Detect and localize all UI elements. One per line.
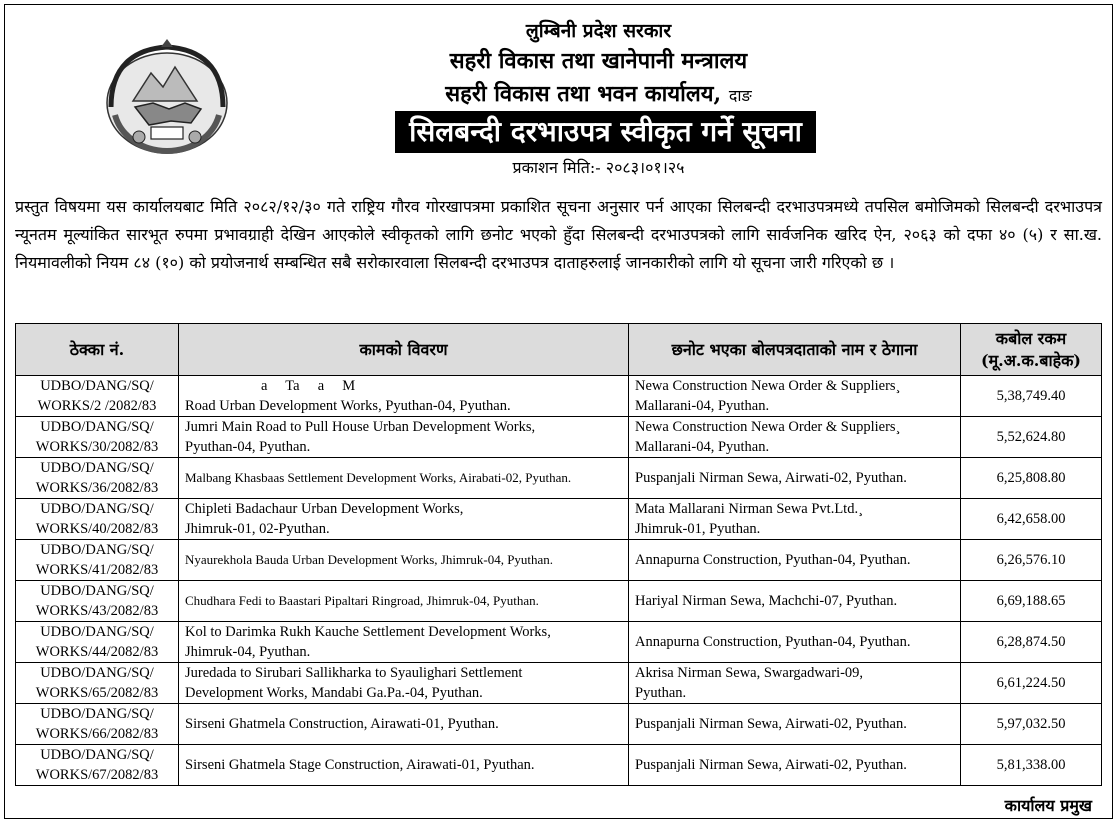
description-line1: Sirseni Ghatmela Stage Construction, Airawati-01, Pyuthan. bbox=[185, 757, 535, 773]
bidder-line1: Puspanjali Nirman Sewa, Airwati-02, Pyuthan. bbox=[635, 470, 907, 486]
amount-cell: 6,28,874.50 bbox=[961, 622, 1102, 663]
contract-no-line1: UDBO/DANG/SQ/ bbox=[40, 583, 154, 599]
office-title: सहरी विकास तथा भवन कार्यालय, bbox=[445, 81, 722, 107]
bidder-line1: Puspanjali Nirman Sewa, Airwati-02, Pyuthan. bbox=[635, 757, 907, 773]
contract-no-cell bbox=[16, 458, 179, 499]
contract-no-cell bbox=[16, 540, 179, 581]
col-header-bidder: छनोट भएका बोलपत्रदाताको नाम र ठेगाना bbox=[629, 324, 961, 376]
contract-no-cell bbox=[16, 704, 179, 745]
table-row bbox=[16, 745, 1102, 786]
publish-date: प्रकाशन मिति:- २०८३।०१।२५ bbox=[512, 158, 685, 177]
contract-no-line1: UDBO/DANG/SQ/ bbox=[40, 542, 154, 558]
contract-no-line1: UDBO/DANG/SQ/ bbox=[40, 419, 154, 435]
amount-cell: 6,26,576.10 bbox=[961, 540, 1102, 581]
contract-no-line2: WORKS/66/2082/83 bbox=[35, 726, 159, 742]
description-line1: Malbang Khasbaas Settlement Development Works, Airabati-02, Pyuthan. bbox=[185, 470, 572, 485]
contract-no-line2: WORKS/41/2082/83 bbox=[35, 562, 159, 578]
contract-no-cell bbox=[16, 417, 179, 458]
table-row bbox=[16, 581, 1102, 622]
bidder-line1: Puspanjali Nirman Sewa, Airwati-02, Pyuthan. bbox=[635, 716, 907, 732]
description-cell bbox=[179, 622, 629, 663]
table-row bbox=[16, 663, 1102, 704]
bidder-line2: Mallarani-04, Pyuthan. bbox=[635, 439, 770, 455]
amount-cell: 6,42,658.00 bbox=[961, 499, 1102, 540]
table-row bbox=[16, 704, 1102, 745]
bidder-cell bbox=[629, 663, 961, 704]
bidder-cell bbox=[629, 499, 961, 540]
bidder-cell bbox=[629, 581, 961, 622]
col-header-contract-no: ठेक्का नं. bbox=[16, 324, 179, 376]
contract-no-line1: UDBO/DANG/SQ/ bbox=[40, 501, 154, 517]
bidder-cell bbox=[629, 704, 961, 745]
col-header-amount bbox=[961, 324, 1102, 376]
province-name: लुम्बिनी प्रदेश सरकार bbox=[525, 20, 672, 42]
contract-no-line2: WORKS/30/2082/83 bbox=[35, 439, 159, 455]
table-row bbox=[16, 376, 1102, 417]
office-location: दाङ bbox=[728, 86, 752, 105]
table-row bbox=[16, 458, 1102, 499]
bidder-line1: Annapurna Construction, Pyuthan-04, Pyuthan. bbox=[635, 634, 911, 650]
bidder-cell bbox=[629, 745, 961, 786]
table-row bbox=[16, 540, 1102, 581]
amount-header-line2: (मू.अ.क.बाहेक) bbox=[981, 350, 1081, 370]
contract-no-cell bbox=[16, 376, 179, 417]
bidder-line1: Akrisa Nirman Sewa, Swargadwari-09, bbox=[635, 665, 864, 681]
description-cell bbox=[179, 704, 629, 745]
intro-paragraph: प्रस्तुत विषयमा यस कार्यालयबाट मिति २०८२/१२/३० गते राष्ट्रिय गौरव गोरखापत्रमा प्रकाशित सूचना अनुसार पर्न आएका सिलबन्दी दरभाउपत्रमध्ये तपसिल बमोजिमको सिलबन्दी दरभाउपत्र न्यूनतम मूल्यांकित सारभूत रुपमा प्रभावग्राही देखिन आएकोले स्वीकृतको लागि छनोट भएको हुँदा सिलबन्दी दरभाउपत्रको लागि सार्वजनिक खरिद ऐन, २०६३ को दफा ४० (५) र सा.ख. नियमावलीको नियम ८४ (१०) को प्रयोजनार्थ सम्बन्धित सबै सरोकारवाला सिलबन्दी दरभाउपत्र दाताहरुलाई जानकारीको लागि यो सूचना जारी गरिएको छ । bbox=[15, 197, 1102, 272]
contract-no-cell bbox=[16, 581, 179, 622]
description-cell bbox=[179, 458, 629, 499]
contract-no-line2: WORKS/43/2082/83 bbox=[35, 603, 159, 619]
notice-banner: सिलबन्दी दरभाउपत्र स्वीकृत गर्ने सूचना bbox=[395, 111, 816, 153]
description-line1: Nyaurekhola Bauda Urban Development Works, Jhimruk-04, Pyuthan. bbox=[185, 552, 554, 567]
description-line2: Jhimruk-04, Pyuthan. bbox=[185, 644, 311, 660]
amount-header-line1: कबोल रकम bbox=[995, 328, 1067, 348]
letterhead bbox=[5, 17, 1112, 181]
description-line1: Sirseni Ghatmela Construction, Airawati-01, Pyuthan. bbox=[185, 716, 499, 732]
contract-no-line1: UDBO/DANG/SQ/ bbox=[40, 665, 154, 681]
contract-no-cell bbox=[16, 499, 179, 540]
bidder-line1: Mata Mallarani Nirman Sewa Pvt.Ltd.¸ bbox=[635, 501, 863, 517]
award-table bbox=[15, 323, 1102, 786]
bidder-line1: Annapurna Construction, Pyuthan-04, Pyuthan. bbox=[635, 552, 911, 568]
contract-no-line1: UDBO/DANG/SQ/ bbox=[40, 747, 154, 763]
description-line1: Chudhara Fedi to Baastari Pipaltari Ringroad, Jhimruk-04, Pyuthan. bbox=[185, 593, 539, 608]
description-line1: Jumri Main Road to Pull House Urban Development Works, bbox=[185, 419, 536, 435]
office-name bbox=[85, 77, 1112, 111]
description-line2: Jhimruk-01, 02-Pyuthan. bbox=[185, 521, 330, 537]
description-line2: Road Urban Development Works, Pyuthan-04, Pyuthan. bbox=[185, 398, 511, 414]
description-line1: Chipleti Badachaur Urban Development Works, bbox=[185, 501, 464, 517]
banner-wrap bbox=[99, 111, 1112, 155]
col-header-description: कामको विवरण bbox=[179, 324, 629, 376]
contract-no-cell bbox=[16, 663, 179, 704]
bidder-cell bbox=[629, 376, 961, 417]
table-body bbox=[16, 376, 1102, 786]
signatory: कार्यालय प्रमुख bbox=[1004, 796, 1092, 815]
contract-no-cell bbox=[16, 622, 179, 663]
contract-no-line2: WORKS/36/2082/83 bbox=[35, 480, 159, 496]
contract-no-line1: UDBO/DANG/SQ/ bbox=[40, 378, 154, 394]
table-row bbox=[16, 499, 1102, 540]
bidder-cell bbox=[629, 458, 961, 499]
description-cell bbox=[179, 540, 629, 581]
description-cell bbox=[179, 376, 629, 417]
description-line2: Development Works, Mandabi Ga.Pa.-04, Pyuthan. bbox=[185, 685, 483, 701]
bidder-line1: Newa Construction Newa Order & Suppliers¸ bbox=[635, 378, 901, 394]
bidder-line1: Newa Construction Newa Order & Suppliers¸ bbox=[635, 419, 901, 435]
contract-no-line2: WORKS/65/2082/83 bbox=[35, 685, 159, 701]
contract-no-line2: WORKS/44/2082/83 bbox=[35, 644, 159, 660]
description-line1: Juredada to Sirubari Sallikharka to Syaulighari Settlement bbox=[185, 665, 523, 681]
amount-cell: 6,69,188.65 bbox=[961, 581, 1102, 622]
amount-cell: 6,61,224.50 bbox=[961, 663, 1102, 704]
bidder-line2: Pyuthan. bbox=[635, 685, 687, 701]
description-line2: Pyuthan-04, Pyuthan. bbox=[185, 439, 311, 455]
bidder-line1: Hariyal Nirman Sewa, Machchi-07, Pyuthan. bbox=[635, 593, 898, 609]
contract-no-line1: UDBO/DANG/SQ/ bbox=[40, 624, 154, 640]
description-cell bbox=[179, 581, 629, 622]
description-cell bbox=[179, 417, 629, 458]
description-line1: a Ta a M bbox=[261, 378, 356, 394]
contract-no-line1: UDBO/DANG/SQ/ bbox=[40, 706, 154, 722]
contract-no-cell bbox=[16, 745, 179, 786]
contract-no-line2: WORKS/67/2082/83 bbox=[35, 767, 159, 783]
table-header-row bbox=[16, 324, 1102, 376]
bidder-cell bbox=[629, 622, 961, 663]
table-row bbox=[16, 622, 1102, 663]
amount-cell: 5,97,032.50 bbox=[961, 704, 1102, 745]
table-row bbox=[16, 417, 1102, 458]
description-cell bbox=[179, 663, 629, 704]
contract-no-line1: UDBO/DANG/SQ/ bbox=[40, 460, 154, 476]
notice-page bbox=[4, 4, 1113, 819]
amount-cell: 5,52,624.80 bbox=[961, 417, 1102, 458]
bidder-line2: Mallarani-04, Pyuthan. bbox=[635, 398, 770, 414]
contract-no-line2: WORKS/40/2082/83 bbox=[35, 521, 159, 537]
amount-cell: 6,25,808.80 bbox=[961, 458, 1102, 499]
contract-no-line2: WORKS/2 /2082/83 bbox=[37, 398, 157, 414]
description-cell bbox=[179, 499, 629, 540]
ministry-name: सहरी विकास तथा खानेपानी मन्त्रालय bbox=[449, 48, 748, 74]
description-cell bbox=[179, 745, 629, 786]
bidder-cell bbox=[629, 540, 961, 581]
amount-cell: 5,38,749.40 bbox=[961, 376, 1102, 417]
bidder-line2: Jhimruk-01, Pyuthan. bbox=[635, 521, 761, 537]
description-line1: Kol to Darimka Rukh Kauche Settlement Development Works, bbox=[185, 624, 551, 640]
bidder-cell bbox=[629, 417, 961, 458]
amount-cell: 5,81,338.00 bbox=[961, 745, 1102, 786]
